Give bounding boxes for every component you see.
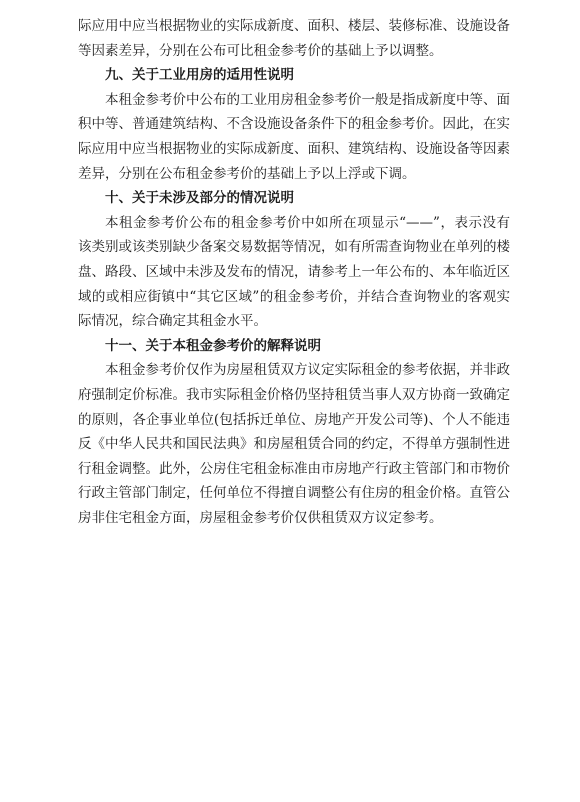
- section-heading-interpretation: 十一、关于本租金参考价的解释说明: [105, 337, 321, 354]
- document-body: [78, 14, 510, 530]
- paragraph-industrial-applicability: 本租金参考价中公布的工业用房租金参考价一般是指成新度中等、面积中等、普通建筑结构、不含设施设备条件下的租金参考价。因此，在实际应用中应当根据物业的实际成新度、面积、建筑结构、设施设备等因素差异，分别在公布租金参考价的基础上予以上浮或下调。: [78, 91, 510, 182]
- paragraph-continuation-adjustment: 际应用中应当根据物业的实际成新度、面积、楼层、装修标准、设施设备等因素差异，分别在公布可比租金参考价的基础上予以调整。: [78, 18, 510, 59]
- paragraph-not-covered: 本租金参考价公布的租金参考价中如所在项显示“——”，表示没有该类别或该类别缺少备案交易数据等情况，如有所需查询物业在单列的楼盘、路段、区域中未涉及发布的情况，请参考上一年公布的、本年临近区域的或相应街镇中“其它区域”的租金参考价，并结合查询物业的客观实际情况，综合确定其租金水平。: [78, 214, 510, 330]
- section-heading-industrial: 九、关于工业用房的适用性说明: [105, 67, 294, 84]
- section-heading-not-covered: 十、关于未涉及部分的情况说明: [105, 190, 294, 207]
- paragraph-interpretation: 本租金参考价仅作为房屋租赁双方议定实际租金的参考依据，并非政府强制定价标准。我市实际租金价格仍坚持租赁当事人双方协商一致确定的原则，各企事业单位(包括拆迁单位、房地产开发公司等)、个人不能违反《中华人民共和国民法典》和房屋租赁合同的约定，不得单方强制性进行租金调整。此外，公房住宅租金标准由市房地产行政主管部门和市物价行政主管部门制定，任何单位不得擅自调整公有住房的租金价格。直管公房非住宅租金方面，房屋租金参考价仅供租赁双方议定参考。: [78, 362, 510, 526]
